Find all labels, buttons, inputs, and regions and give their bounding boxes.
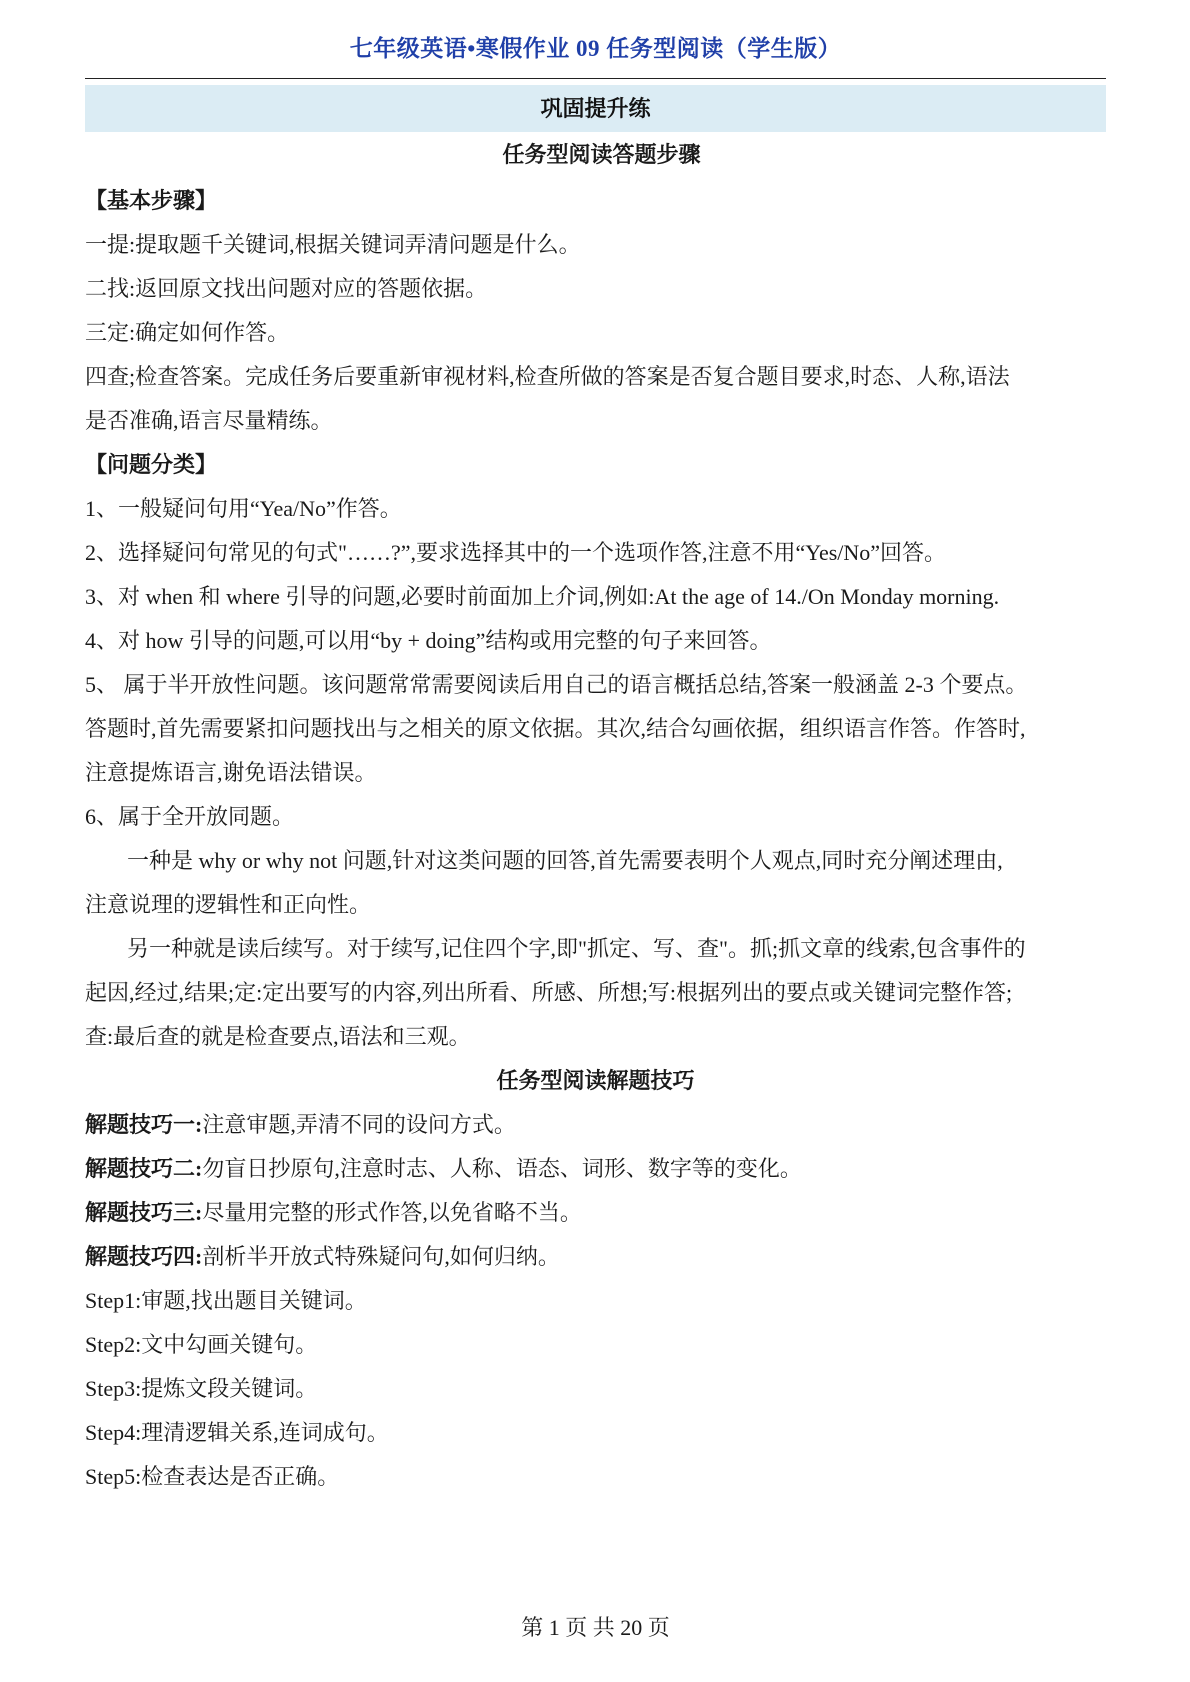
step-line: 三定:确定如何作答。 [85, 320, 290, 345]
tip-label: 解题技巧一: [85, 1112, 203, 1137]
type-line: 一种是 why or why not 问题,针对这类问题的回答,首先需要表明个人观点,同时充分阐述理由, [127, 848, 1003, 873]
section-title-tips: 任务型阅读解题技巧 [496, 1068, 695, 1093]
step-line: 是否准确,语言尽量精练。 [85, 408, 333, 433]
type-line: 注意说理的逻辑性和正向性。 [85, 892, 372, 917]
type-line: 查:最后查的就是检查要点,语法和三观。 [85, 1024, 471, 1049]
tip-line [85, 1110, 516, 1140]
step-item: Step2:文中勾画关键句。 [85, 1332, 318, 1357]
type-line: 注意提炼语言,谢免语法错误。 [85, 760, 377, 785]
type-line: 3、对 when 和 where 引导的问题,必要时前面加上介词,例如:At the age of 14./On Monday morning. [85, 584, 1000, 609]
tip-line [85, 1154, 802, 1184]
section-title-steps: 任务型阅读答题步骤 [502, 142, 701, 167]
tip-line [85, 1198, 582, 1228]
section-banner: 巩固提升练 [85, 85, 1106, 132]
tip-label: 解题技巧四: [85, 1244, 203, 1269]
type-line: 6、属于全开放同题。 [85, 804, 295, 829]
tip-text: 勿盲日抄原句,注意时志、人称、语态、词形、数字等的变化。 [202, 1156, 802, 1181]
heading-basic-steps: 【基本步骤】 [85, 188, 218, 213]
step-line: 四查;检查答案。完成任务后要重新审视材料,检查所做的答案是否复合题目要求,时态、人称,语法 [85, 364, 1010, 389]
document-page [85, 0, 1106, 1682]
heading-question-types: 【问题分类】 [85, 452, 218, 477]
type-line: 起因,经过,结果;定:定出要写的内容,列出所看、所感、所想;写:根据列出的要点或关键词完整作答; [85, 980, 1013, 1005]
tip-text: 剖析半开放式特殊疑问句,如何归纳。 [202, 1244, 560, 1269]
tip-text: 尽量用完整的形式作答,以免省略不当。 [202, 1200, 582, 1225]
step-line: 一提:提取题千关键词,根据关键词弄清问题是什么。 [85, 232, 581, 257]
type-line: 1、一般疑问句用“Yea/No”作答。 [85, 496, 402, 521]
step-item: Step1:审题,找出题目关键词。 [85, 1288, 367, 1313]
type-line: 另一种就是读后续写。对于续写,记住四个字,即"抓定、写、查"。抓;抓文章的线索,包含事件的 [127, 936, 1026, 961]
header-divider [85, 78, 1106, 79]
tip-label: 解题技巧三: [85, 1200, 203, 1225]
step-item: Step3:提炼文段关键词。 [85, 1376, 318, 1401]
tip-label: 解题技巧二: [85, 1156, 203, 1181]
type-line: 5、 属于半开放性问题。该问题常常需要阅读后用自己的语言概括总结,答案一般涵盖 2-3 个要点。 [85, 672, 1028, 697]
step-item: Step5:检查表达是否正确。 [85, 1464, 340, 1489]
step-line: 二找:返回原文找出问题对应的答题依据。 [85, 276, 488, 301]
type-line: 2、选择疑问句常见的句式"……?”,要求选择其中的一个选项作答,注意不用“Yes/No”回答。 [85, 540, 947, 565]
step-item: Step4:理清逻辑关系,连词成句。 [85, 1420, 389, 1445]
page-number: 第 1 页 共 20 页 [521, 1615, 670, 1640]
page-header-title: 七年级英语•寒假作业 09 任务型阅读（学生版） [349, 36, 842, 61]
tip-text: 注意审题,弄清不同的设问方式。 [202, 1112, 516, 1137]
tip-line [85, 1242, 560, 1272]
type-line: 4、对 how 引导的问题,可以用“by + doing”结构或用完整的句子来回答。 [85, 628, 772, 653]
type-line: 答题时,首先需要紧扣问题找出与之相关的原文依据。其次,结合勾画依据，组织语言作答。作答时, [85, 716, 1026, 741]
